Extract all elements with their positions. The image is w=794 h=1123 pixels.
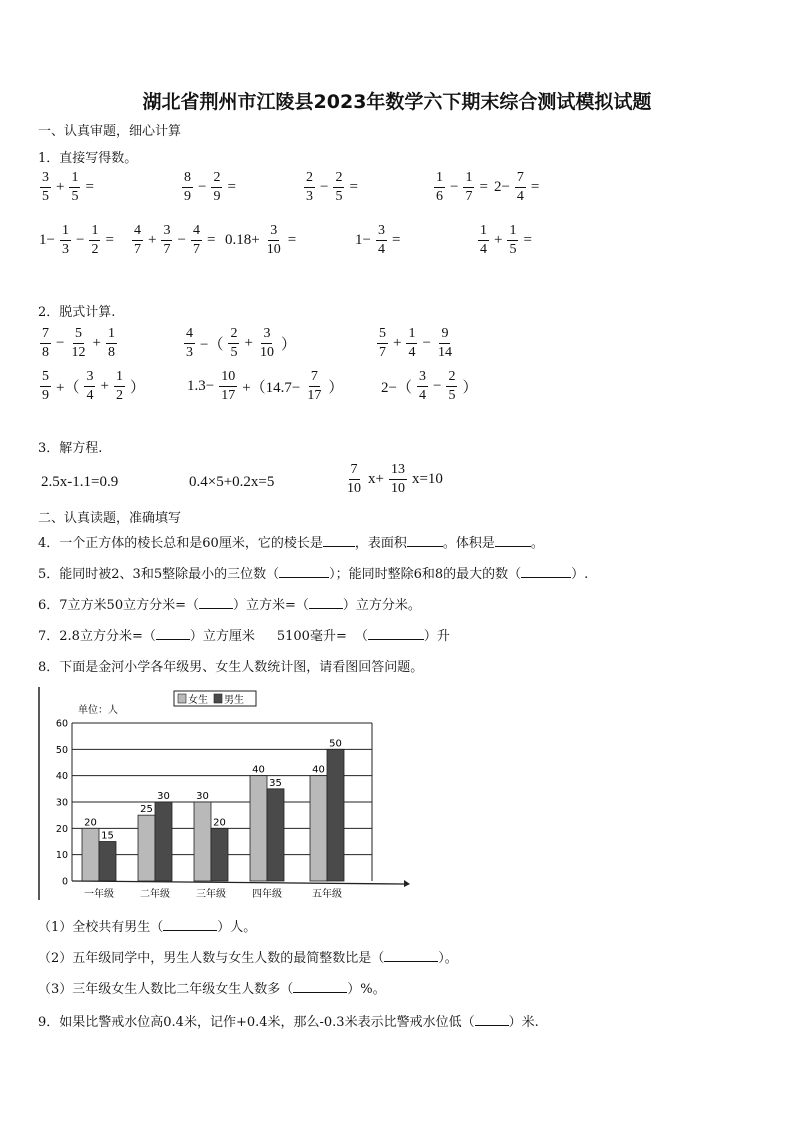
math-text: x+ xyxy=(368,471,384,487)
numerator: 2 xyxy=(304,169,315,188)
fraction xyxy=(106,325,117,362)
math-text: ） xyxy=(462,380,478,396)
q1-item-8 xyxy=(352,222,403,259)
legend-boys-swatch xyxy=(214,694,222,703)
math-text: + xyxy=(148,232,157,248)
fraction xyxy=(478,222,489,259)
fraction xyxy=(434,169,445,206)
fraction xyxy=(345,461,363,498)
numerator: 10 xyxy=(219,368,237,387)
denominator: 5 xyxy=(335,189,343,204)
numerator: 7 xyxy=(349,461,360,480)
bar-value-label: 30 xyxy=(157,791,170,802)
fraction xyxy=(515,169,526,206)
numerator: 1 xyxy=(406,325,417,344)
bar-boys-4 xyxy=(267,789,284,881)
x-axis-arrow xyxy=(404,880,410,887)
fraction xyxy=(84,368,95,405)
denominator: 9 xyxy=(184,189,191,204)
q9-blank[interactable] xyxy=(475,1013,509,1026)
math-text: 2−（ xyxy=(381,380,412,396)
math-text: 1− xyxy=(355,232,371,248)
bar-boys-1 xyxy=(99,842,116,882)
q8-label: 8．下面是金河小学各年级男、女生人数统计图，请看图回答问题。 xyxy=(38,660,424,675)
math-text: −（ xyxy=(200,337,224,353)
bar-girls-1 xyxy=(82,828,99,881)
q2-item-6 xyxy=(378,368,480,405)
q5-blank-2[interactable] xyxy=(521,565,571,578)
denominator: 4 xyxy=(516,189,524,204)
q3-eq-3 xyxy=(343,461,446,498)
denominator: 4 xyxy=(86,388,94,403)
fraction xyxy=(184,325,195,362)
fraction xyxy=(406,325,417,362)
q1-label: 1．直接写得数。 xyxy=(38,151,138,166)
fraction xyxy=(211,169,222,206)
denominator: 3 xyxy=(186,345,193,360)
q8-sub-2-blank[interactable] xyxy=(384,949,438,962)
bar-girls-4 xyxy=(250,776,267,881)
numerator: 4 xyxy=(184,325,195,344)
fraction xyxy=(60,222,71,259)
bar-chart xyxy=(34,685,414,905)
math-text: = xyxy=(287,232,297,248)
fraction xyxy=(377,325,388,362)
denominator: 7 xyxy=(192,242,200,257)
y-tick-label: 10 xyxy=(55,850,68,862)
category-label: 五年级 xyxy=(312,889,342,900)
q6: 6．7立方米50立方分米=（ ）立方米=（ ）立方分米。 xyxy=(38,598,421,613)
category-label: 一年级 xyxy=(84,889,114,900)
q6-blank-2[interactable] xyxy=(309,596,343,609)
y-tick-label: 40 xyxy=(55,771,68,783)
denominator: 14 xyxy=(437,345,452,360)
section-1-heading: 一、认真审题，细心计算 xyxy=(38,124,182,139)
fraction xyxy=(40,169,51,206)
fraction xyxy=(89,222,100,259)
bar-value-label: 20 xyxy=(213,817,226,829)
numerator: 2 xyxy=(211,169,222,188)
numerator: 1 xyxy=(69,169,80,188)
math-text: − xyxy=(320,179,329,195)
math-text: + xyxy=(56,179,65,195)
q2-item-1 xyxy=(38,325,119,362)
x-axis xyxy=(72,881,404,884)
denominator: 8 xyxy=(107,345,115,360)
category-label: 二年级 xyxy=(140,889,170,900)
bar-girls-5 xyxy=(310,776,327,881)
numerator: 1 xyxy=(434,169,445,188)
q7: 7．2.8立方分米=（ ）立方厘米 5100毫升= （ ）升 xyxy=(38,629,450,644)
numerator: 13 xyxy=(389,461,407,480)
numerator: 1 xyxy=(89,222,100,241)
fraction xyxy=(69,169,80,206)
denominator: 8 xyxy=(42,345,49,360)
y-tick-label: 30 xyxy=(55,797,68,809)
numerator: 1 xyxy=(114,368,125,387)
math-text: ） xyxy=(280,337,296,353)
numerator: 1 xyxy=(507,222,518,241)
math-text: +（14.7− xyxy=(242,380,301,396)
denominator: 10 xyxy=(390,481,405,496)
denominator: 4 xyxy=(480,242,487,257)
fraction xyxy=(463,169,474,206)
math-text: 0.18+ xyxy=(225,232,260,248)
math-text: = xyxy=(227,179,236,195)
q4-blank-3[interactable] xyxy=(495,534,531,547)
numerator: 1 xyxy=(60,222,71,241)
math-text: = xyxy=(523,232,532,248)
numerator: 4 xyxy=(191,222,202,241)
fraction xyxy=(161,222,172,259)
fraction xyxy=(417,368,428,405)
q5-blank-1[interactable] xyxy=(279,565,329,578)
fraction xyxy=(182,169,193,206)
math-text: 2.5x-1.1=0.9 xyxy=(41,474,119,490)
math-text: − xyxy=(75,232,85,248)
q8-sub-3: （3）三年级女生人数比二年级女生人数多（ ）%。 xyxy=(38,982,386,997)
bar-girls-3 xyxy=(194,802,211,881)
math-text: = xyxy=(479,179,488,195)
numerator: 7 xyxy=(515,169,526,188)
math-text: = xyxy=(349,179,358,195)
numerator: 5 xyxy=(73,325,84,344)
math-text: + xyxy=(100,378,109,394)
q8-sub-3-blank[interactable] xyxy=(293,980,347,993)
q4: 4．一个正方体的棱长总和是60厘米，它的棱长是 ，表面积 。体积是 。 xyxy=(38,536,544,551)
fraction xyxy=(258,325,276,362)
fraction xyxy=(40,368,51,405)
numerator: 8 xyxy=(182,169,193,188)
fraction xyxy=(446,368,457,405)
math-text: ） xyxy=(328,380,344,396)
denominator: 5 xyxy=(42,189,49,204)
numerator: 9 xyxy=(439,325,450,344)
y-tick-label: 50 xyxy=(55,744,68,756)
denominator: 7 xyxy=(163,242,171,257)
denominator: 12 xyxy=(71,345,86,360)
numerator: 5 xyxy=(377,325,388,344)
q2-item-4 xyxy=(38,368,148,405)
math-text: 0.4×5+0.2x=5 xyxy=(189,474,275,490)
numerator: 5 xyxy=(40,368,51,387)
fraction xyxy=(389,461,407,498)
q2-label: 2．脱式计算. xyxy=(38,305,116,320)
math-text: x=10 xyxy=(411,471,443,487)
math-text: + xyxy=(494,232,503,248)
denominator: 6 xyxy=(436,189,443,204)
fraction xyxy=(69,325,87,362)
denominator: 7 xyxy=(379,345,386,360)
page-title: 湖北省荆州市江陵县2023年数学六下期末综合测试模拟试题 xyxy=(142,91,652,113)
fraction xyxy=(132,222,143,259)
q1-item-4 xyxy=(432,169,542,206)
denominator: 5 xyxy=(71,189,79,204)
legend-girls-label: 女生 xyxy=(188,695,208,706)
math-text: = xyxy=(206,232,216,248)
denominator: 4 xyxy=(377,242,385,257)
fraction xyxy=(114,368,125,405)
math-text: − xyxy=(432,378,442,394)
bar-value-label: 40 xyxy=(252,764,265,776)
fraction xyxy=(228,325,239,362)
numerator: 7 xyxy=(309,368,320,387)
bar-value-label: 20 xyxy=(84,817,97,829)
fraction xyxy=(436,325,454,362)
denominator: 5 xyxy=(448,388,456,403)
q1-item-5 xyxy=(36,222,117,259)
q2-item-2 xyxy=(182,325,299,362)
section-2-heading: 二、认真读题，准确填写 xyxy=(38,511,182,526)
numerator: 3 xyxy=(376,222,387,241)
numerator: 1 xyxy=(463,169,474,188)
math-text: − xyxy=(450,179,459,195)
category-label: 三年级 xyxy=(196,889,226,900)
denominator: 17 xyxy=(221,388,236,403)
numerator: 4 xyxy=(132,222,143,241)
bar-girls-2 xyxy=(138,815,155,881)
fraction xyxy=(40,325,51,362)
math-text: + xyxy=(92,335,101,351)
q3-eq-2 xyxy=(186,474,277,491)
q4-blank-2[interactable] xyxy=(407,534,443,547)
fraction xyxy=(265,222,283,259)
denominator: 5 xyxy=(509,242,517,257)
denominator: 10 xyxy=(347,481,361,496)
q4-blank-1[interactable] xyxy=(323,534,355,547)
q3-eq-1 xyxy=(38,474,121,491)
q1-item-3 xyxy=(302,169,361,206)
math-text: 1− xyxy=(39,232,55,248)
numerator: 2 xyxy=(228,325,239,344)
fraction xyxy=(305,368,323,405)
denominator: 17 xyxy=(307,388,322,403)
math-text: − xyxy=(177,232,186,248)
legend-girls-swatch xyxy=(178,694,186,703)
bar-boys-5 xyxy=(327,749,344,881)
fraction xyxy=(333,169,344,206)
q8-sub-2: （2）五年级同学中，男生人数与女生人数的最简整数比是（ ）。 xyxy=(38,951,458,966)
numerator: 2 xyxy=(446,368,457,387)
bar-value-label: 15 xyxy=(101,830,114,842)
y-tick-label: 60 xyxy=(55,718,68,730)
category-label: 四年级 xyxy=(252,889,282,900)
numerator: 7 xyxy=(40,325,51,344)
denominator: 7 xyxy=(134,242,141,257)
math-text: − xyxy=(422,335,431,351)
math-text: = xyxy=(105,232,114,248)
math-text: ） xyxy=(129,380,145,396)
bar-value-label: 35 xyxy=(269,777,282,789)
q1-item-9 xyxy=(476,222,535,259)
y-tick-label: 0 xyxy=(61,876,68,888)
numerator: 1 xyxy=(478,222,489,241)
math-text: = xyxy=(391,232,401,248)
bar-boys-3 xyxy=(211,828,228,881)
fraction xyxy=(304,169,315,206)
bar-value-label: 50 xyxy=(329,738,342,750)
fraction xyxy=(219,368,237,405)
numerator: 1 xyxy=(106,325,117,344)
q2-item-5 xyxy=(184,368,346,405)
q7-blank-2[interactable] xyxy=(368,627,424,640)
math-text: 1.3− xyxy=(187,378,215,394)
denominator: 2 xyxy=(115,388,123,403)
numerator: 3 xyxy=(261,325,272,344)
q6-blank-1[interactable] xyxy=(199,596,233,609)
q1-item-2 xyxy=(180,169,239,206)
legend-boys-label: 男生 xyxy=(224,695,244,706)
y-tick-label: 20 xyxy=(55,823,68,835)
q1-item-7 xyxy=(222,222,299,259)
numerator: 3 xyxy=(84,368,95,387)
denominator: 7 xyxy=(465,189,473,204)
q1-item-6 xyxy=(130,222,218,259)
q8-sub-1-blank[interactable] xyxy=(163,918,217,931)
numerator: 3 xyxy=(161,222,172,241)
unit-label: 单位：人 xyxy=(78,705,118,716)
math-text: − xyxy=(198,179,207,195)
numerator: 3 xyxy=(417,368,428,387)
numerator: 3 xyxy=(268,222,279,241)
denominator: 3 xyxy=(306,189,313,204)
fraction xyxy=(507,222,518,259)
math-text: + xyxy=(244,335,253,351)
q7-blank-1[interactable] xyxy=(156,627,190,640)
fraction xyxy=(376,222,387,259)
math-text: 2− xyxy=(493,179,510,195)
q2-item-3 xyxy=(375,325,456,362)
denominator: 2 xyxy=(91,242,99,257)
denominator: 3 xyxy=(61,242,69,257)
denominator: 4 xyxy=(418,388,426,403)
q5: 5．能同时被2、3和5整除最小的三位数（ ）；能同时整除6和8的最大的数（ ）. xyxy=(38,567,589,582)
bar-value-label: 40 xyxy=(312,764,325,776)
math-text: − xyxy=(56,335,65,351)
denominator: 10 xyxy=(259,345,274,360)
math-text: = xyxy=(530,179,540,195)
denominator: 9 xyxy=(42,388,49,403)
math-text: = xyxy=(85,179,94,195)
q8-sub-1: （1）全校共有男生（ ）人。 xyxy=(38,920,257,935)
numerator: 2 xyxy=(333,169,344,188)
denominator: 5 xyxy=(230,345,238,360)
denominator: 10 xyxy=(266,242,281,257)
q9: 9．如果比警戒水位高0.4米，记作+0.4米，那么-0.3米表示比警戒水位低（ ）米. xyxy=(38,1015,539,1030)
numerator: 3 xyxy=(40,169,51,188)
denominator: 9 xyxy=(213,189,221,204)
bar-value-label: 30 xyxy=(196,791,209,802)
q3-label: 3．解方程. xyxy=(38,441,103,456)
bar-value-label: 25 xyxy=(140,804,153,816)
bar-boys-2 xyxy=(155,802,172,881)
fraction xyxy=(191,222,202,259)
math-text: +（ xyxy=(56,380,80,396)
q1-item-1 xyxy=(38,169,97,206)
denominator: 4 xyxy=(408,345,416,360)
math-text: + xyxy=(393,335,402,351)
